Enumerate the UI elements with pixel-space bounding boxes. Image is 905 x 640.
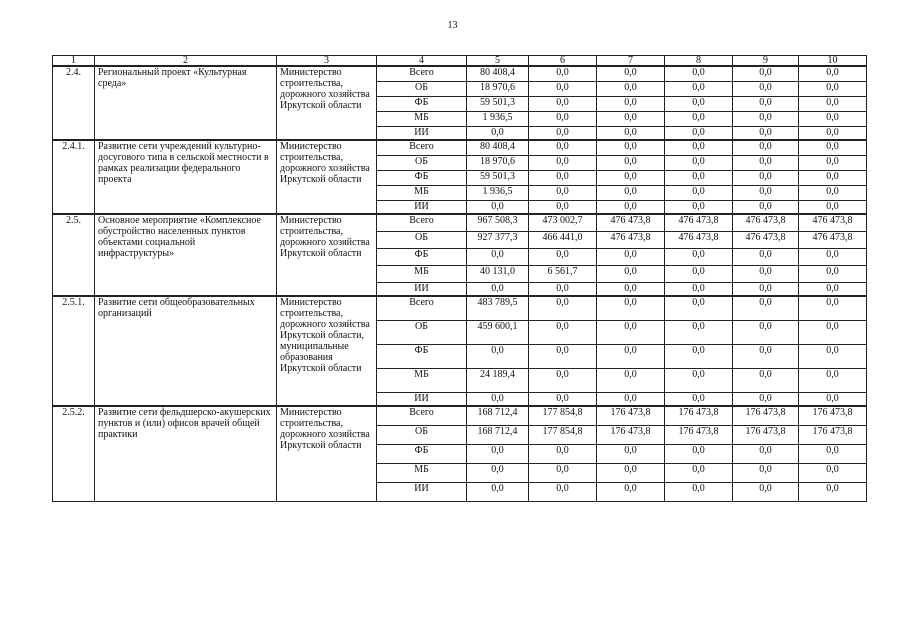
amount-cell: 168 712,4 (467, 406, 529, 425)
amount-cell: 176 473,8 (733, 406, 799, 425)
funding-source: Всего (377, 214, 467, 231)
item-executor: Министерство строительства, дорожного хозяйства Иркутской области (277, 406, 377, 501)
amount-cell: 0,0 (529, 320, 597, 344)
table-row (53, 66, 867, 81)
amount-cell: 176 473,8 (799, 425, 867, 444)
amount-cell: 0,0 (799, 170, 867, 185)
amount-cell: 0,0 (799, 444, 867, 463)
amount-cell: 0,0 (665, 320, 733, 344)
amount-cell: 0,0 (799, 185, 867, 200)
amount-cell: 0,0 (597, 320, 665, 344)
funding-source: ОБ (377, 81, 467, 96)
item-executor: Министерство строительства, дорожного хозяйства Иркутской области (277, 66, 377, 140)
amount-cell: 0,0 (799, 282, 867, 296)
amount-cell: 168 712,4 (467, 425, 529, 444)
amount-cell: 0,0 (733, 482, 799, 501)
amount-cell: 0,0 (467, 463, 529, 482)
amount-cell: 0,0 (597, 111, 665, 126)
funding-source: ИИ (377, 200, 467, 214)
funding-source: ИИ (377, 482, 467, 501)
item-name: Региональный проект «Культурная среда» (95, 66, 277, 140)
amount-cell: 0,0 (733, 463, 799, 482)
amount-cell: 0,0 (733, 66, 799, 81)
funding-source: Всего (377, 296, 467, 320)
funding-source: МБ (377, 185, 467, 200)
amount-cell: 176 473,8 (665, 406, 733, 425)
amount-cell: 473 002,7 (529, 214, 597, 231)
amount-cell: 0,0 (597, 185, 665, 200)
funding-source: ФБ (377, 248, 467, 265)
amount-cell: 0,0 (733, 111, 799, 126)
table-row (53, 140, 867, 155)
amount-cell: 0,0 (733, 320, 799, 344)
amount-cell: 0,0 (733, 155, 799, 170)
amount-cell: 476 473,8 (733, 231, 799, 248)
amount-cell: 0,0 (665, 282, 733, 296)
funding-source: ФБ (377, 96, 467, 111)
amount-cell: 0,0 (597, 296, 665, 320)
amount-cell: 0,0 (799, 344, 867, 368)
table-row (53, 214, 867, 231)
amount-cell: 0,0 (529, 444, 597, 463)
amount-cell: 0,0 (665, 265, 733, 282)
amount-cell: 0,0 (733, 344, 799, 368)
amount-cell: 0,0 (799, 200, 867, 214)
amount-cell: 0,0 (665, 81, 733, 96)
item-executor: Министерство строительства, дорожного хозяйства Иркутской области, муниципальные образования Иркутской области (277, 296, 377, 406)
amount-cell: 0,0 (733, 140, 799, 155)
amount-cell: 0,0 (665, 368, 733, 392)
amount-cell: 40 131,0 (467, 265, 529, 282)
amount-cell: 0,0 (799, 320, 867, 344)
funding-source: Всего (377, 406, 467, 425)
amount-cell: 0,0 (529, 368, 597, 392)
column-header: 10 (799, 56, 867, 67)
item-name: Основное мероприятие «Комплексное обустройство населенных пунктов объектами социальной инфраструктуры» (95, 214, 277, 296)
amount-cell: 80 408,4 (467, 66, 529, 81)
item-code: 2.5. (53, 214, 95, 296)
amount-cell: 476 473,8 (799, 231, 867, 248)
amount-cell: 0,0 (529, 282, 597, 296)
item-executor: Министерство строительства, дорожного хозяйства Иркутской области (277, 214, 377, 296)
column-number-row (53, 56, 867, 67)
amount-cell: 0,0 (597, 248, 665, 265)
amount-cell: 0,0 (597, 66, 665, 81)
item-executor: Министерство строительства, дорожного хозяйства Иркутской области (277, 140, 377, 214)
amount-cell: 0,0 (733, 368, 799, 392)
amount-cell: 476 473,8 (665, 231, 733, 248)
funding-source: Всего (377, 140, 467, 155)
column-header: 9 (733, 56, 799, 67)
amount-cell: 476 473,8 (597, 231, 665, 248)
amount-cell: 176 473,8 (665, 425, 733, 444)
amount-cell: 6 561,7 (529, 265, 597, 282)
amount-cell: 0,0 (529, 482, 597, 501)
amount-cell: 0,0 (799, 140, 867, 155)
amount-cell: 0,0 (529, 111, 597, 126)
amount-cell: 0,0 (799, 482, 867, 501)
amount-cell: 0,0 (597, 282, 665, 296)
amount-cell: 0,0 (799, 126, 867, 140)
amount-cell: 0,0 (799, 66, 867, 81)
item-name: Развитие сети фельдшерско-акушерских пунктов и (или) офисов врачей общей практики (95, 406, 277, 501)
table-row (53, 406, 867, 425)
column-header: 6 (529, 56, 597, 67)
amount-cell: 0,0 (733, 296, 799, 320)
item-name: Развитие сети учреждений культурно-досугового типа в сельской местности в рамках реализации федерального проекта (95, 140, 277, 214)
amount-cell: 0,0 (799, 265, 867, 282)
column-header: 4 (377, 56, 467, 67)
amount-cell: 0,0 (733, 444, 799, 463)
amount-cell: 0,0 (799, 155, 867, 170)
amount-cell: 1 936,5 (467, 185, 529, 200)
amount-cell: 24 189,4 (467, 368, 529, 392)
amount-cell: 476 473,8 (733, 214, 799, 231)
amount-cell: 0,0 (733, 200, 799, 214)
amount-cell: 0,0 (597, 81, 665, 96)
amount-cell: 0,0 (597, 155, 665, 170)
amount-cell: 0,0 (665, 200, 733, 214)
amount-cell: 1 936,5 (467, 111, 529, 126)
amount-cell: 18 970,6 (467, 81, 529, 96)
column-header: 5 (467, 56, 529, 67)
amount-cell: 0,0 (467, 126, 529, 140)
amount-cell: 476 473,8 (665, 214, 733, 231)
amount-cell: 967 508,3 (467, 214, 529, 231)
item-code: 2.5.1. (53, 296, 95, 406)
funding-source: ФБ (377, 170, 467, 185)
amount-cell: 176 473,8 (597, 406, 665, 425)
amount-cell: 0,0 (597, 126, 665, 140)
amount-cell: 0,0 (665, 392, 733, 406)
amount-cell: 0,0 (665, 111, 733, 126)
amount-cell: 0,0 (665, 482, 733, 501)
amount-cell: 0,0 (597, 482, 665, 501)
item-code: 2.5.2. (53, 406, 95, 501)
item-name: Развитие сети общеобразовательных организаций (95, 296, 277, 406)
amount-cell: 0,0 (529, 248, 597, 265)
amount-cell: 0,0 (665, 155, 733, 170)
column-header: 1 (53, 56, 95, 67)
column-header: 2 (95, 56, 277, 67)
funding-source: ОБ (377, 231, 467, 248)
amount-cell: 476 473,8 (799, 214, 867, 231)
amount-cell: 0,0 (733, 170, 799, 185)
amount-cell: 0,0 (799, 368, 867, 392)
amount-cell: 466 441,0 (529, 231, 597, 248)
funding-source: ФБ (377, 344, 467, 368)
amount-cell: 0,0 (597, 140, 665, 155)
column-header: 3 (277, 56, 377, 67)
amount-cell: 0,0 (597, 392, 665, 406)
amount-cell: 0,0 (467, 444, 529, 463)
amount-cell: 0,0 (597, 444, 665, 463)
amount-cell: 0,0 (665, 185, 733, 200)
amount-cell: 0,0 (467, 392, 529, 406)
amount-cell: 927 377,3 (467, 231, 529, 248)
funding-source: ИИ (377, 392, 467, 406)
item-code: 2.4.1. (53, 140, 95, 214)
amount-cell: 0,0 (467, 482, 529, 501)
amount-cell: 0,0 (733, 185, 799, 200)
funding-source: Всего (377, 66, 467, 81)
amount-cell: 0,0 (799, 392, 867, 406)
amount-cell: 0,0 (467, 200, 529, 214)
amount-cell: 0,0 (529, 344, 597, 368)
amount-cell: 476 473,8 (597, 214, 665, 231)
amount-cell: 0,0 (665, 170, 733, 185)
amount-cell: 0,0 (529, 185, 597, 200)
amount-cell: 0,0 (467, 344, 529, 368)
funding-source: ОБ (377, 320, 467, 344)
funding-source: ИИ (377, 126, 467, 140)
amount-cell: 459 600,1 (467, 320, 529, 344)
amount-cell: 0,0 (529, 140, 597, 155)
funding-source: МБ (377, 463, 467, 482)
amount-cell: 177 854,8 (529, 406, 597, 425)
funding-source: ОБ (377, 155, 467, 170)
item-code: 2.4. (53, 66, 95, 140)
budget-table (52, 55, 867, 502)
page-number: 13 (447, 20, 458, 31)
funding-source: МБ (377, 111, 467, 126)
amount-cell: 176 473,8 (799, 406, 867, 425)
amount-cell: 0,0 (665, 444, 733, 463)
amount-cell: 0,0 (467, 282, 529, 296)
amount-cell: 0,0 (529, 200, 597, 214)
amount-cell: 0,0 (597, 170, 665, 185)
amount-cell: 0,0 (799, 463, 867, 482)
amount-cell: 0,0 (529, 81, 597, 96)
amount-cell: 0,0 (799, 81, 867, 96)
amount-cell: 0,0 (529, 66, 597, 81)
amount-cell: 0,0 (597, 96, 665, 111)
amount-cell: 0,0 (665, 96, 733, 111)
amount-cell: 0,0 (733, 282, 799, 296)
table-body (53, 66, 867, 501)
amount-cell: 0,0 (597, 368, 665, 392)
amount-cell: 483 789,5 (467, 296, 529, 320)
amount-cell: 0,0 (597, 265, 665, 282)
amount-cell: 0,0 (529, 296, 597, 320)
amount-cell: 59 501,3 (467, 170, 529, 185)
amount-cell: 0,0 (597, 463, 665, 482)
funding-source: МБ (377, 265, 467, 282)
amount-cell: 59 501,3 (467, 96, 529, 111)
amount-cell: 0,0 (665, 66, 733, 81)
amount-cell: 177 854,8 (529, 425, 597, 444)
amount-cell: 176 473,8 (597, 425, 665, 444)
amount-cell: 0,0 (529, 463, 597, 482)
funding-source: МБ (377, 368, 467, 392)
amount-cell: 0,0 (597, 344, 665, 368)
amount-cell: 0,0 (799, 248, 867, 265)
amount-cell: 0,0 (799, 111, 867, 126)
amount-cell: 0,0 (799, 96, 867, 111)
column-header: 7 (597, 56, 665, 67)
amount-cell: 0,0 (529, 96, 597, 111)
amount-cell: 0,0 (665, 463, 733, 482)
amount-cell: 0,0 (733, 126, 799, 140)
amount-cell: 0,0 (529, 392, 597, 406)
funding-source: ФБ (377, 444, 467, 463)
amount-cell: 0,0 (733, 265, 799, 282)
amount-cell: 0,0 (529, 155, 597, 170)
amount-cell: 0,0 (733, 392, 799, 406)
amount-cell: 176 473,8 (733, 425, 799, 444)
amount-cell: 0,0 (597, 200, 665, 214)
amount-cell: 0,0 (529, 126, 597, 140)
amount-cell: 0,0 (665, 296, 733, 320)
amount-cell: 0,0 (665, 344, 733, 368)
funding-source: ИИ (377, 282, 467, 296)
amount-cell: 0,0 (799, 296, 867, 320)
amount-cell: 80 408,4 (467, 140, 529, 155)
amount-cell: 0,0 (733, 248, 799, 265)
amount-cell: 0,0 (665, 140, 733, 155)
table-row (53, 296, 867, 320)
amount-cell: 0,0 (733, 81, 799, 96)
funding-source: ОБ (377, 425, 467, 444)
amount-cell: 18 970,6 (467, 155, 529, 170)
amount-cell: 0,0 (467, 248, 529, 265)
amount-cell: 0,0 (733, 96, 799, 111)
amount-cell: 0,0 (529, 170, 597, 185)
amount-cell: 0,0 (665, 248, 733, 265)
amount-cell: 0,0 (665, 126, 733, 140)
column-header: 8 (665, 56, 733, 67)
